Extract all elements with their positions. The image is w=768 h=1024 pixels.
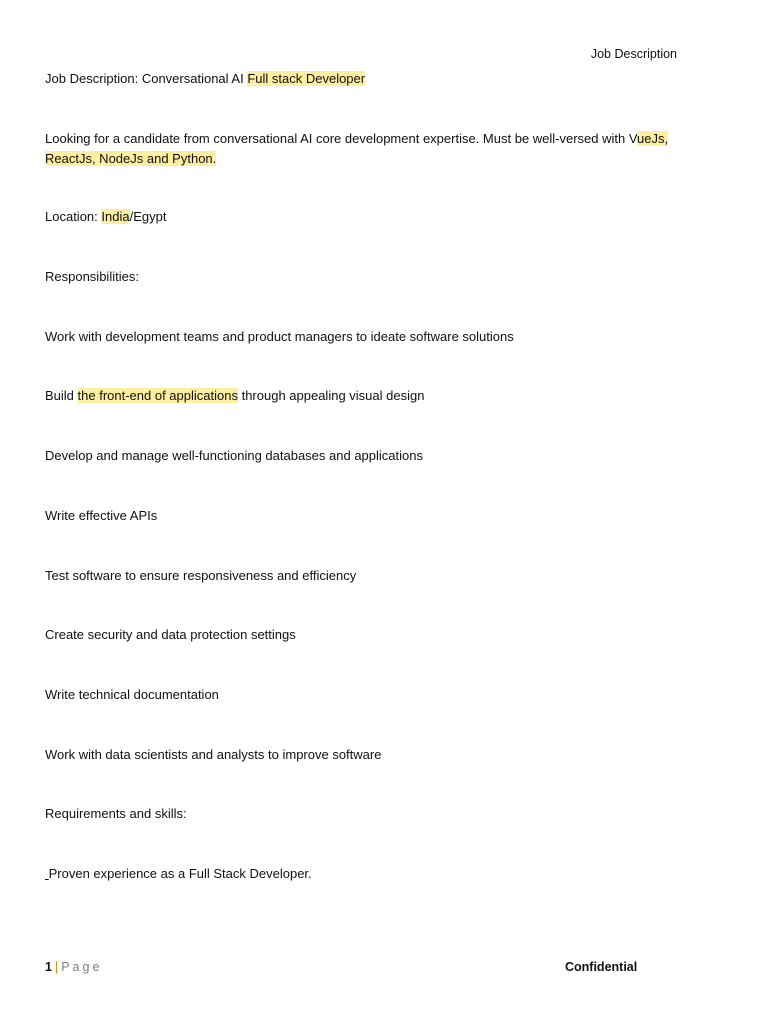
intro-line2-highlight: ReactJs, NodeJs and Python. [45,151,217,166]
requirement-item [45,864,708,884]
responsibility-item: Create security and data protection settings [45,627,296,642]
responsibility-highlight: the front-end of applications [77,388,238,403]
location-highlight: India [101,209,130,224]
intro-line-1 [45,129,708,149]
job-title-prefix: Job Description: Conversational AI [45,71,248,86]
responsibility-item: Work with data scientists and analysts to improve software [45,747,382,762]
responsibility-item [45,386,708,406]
intro-line-2 [45,149,708,169]
responsibility-item: Develop and manage well-functioning databases and applications [45,448,423,463]
location-rest: /Egypt [129,209,167,224]
location-label: Location: [45,209,102,224]
requirement-text: Proven experience as a Full Stack Developer. [48,866,312,881]
responsibility-item: Write effective APIs [45,508,158,523]
page-separator: | [54,960,59,974]
intro-highlight-end: ueJs, [637,131,669,146]
location-line [45,207,708,227]
page-label: Page [61,960,103,974]
responsibility-item: Write technical documentation [45,687,219,702]
header-title: Job Description [590,47,677,61]
page-number: 1 [45,960,52,974]
responsibility-item: Test software to ensure responsiveness and efficiency [45,568,357,583]
responsibilities-heading: Responsibilities: [45,269,139,284]
responsibility-item: Work with development teams and product managers to ideate software solutions [45,329,514,344]
footer-confidential: Confidential [565,960,638,974]
responsibility-suffix: through appealing visual design [237,388,425,403]
job-title-highlight: Full stack Developer [247,71,366,86]
job-title-line [45,69,708,89]
footer-page-info [45,960,102,974]
responsibility-prefix: Build [45,388,78,403]
intro-text: Looking for a candidate from conversational AI core development expertise. Must be well-versed with V [45,131,638,146]
cursor-mark: ​ [45,866,49,881]
requirements-heading: Requirements and skills: [45,806,187,821]
